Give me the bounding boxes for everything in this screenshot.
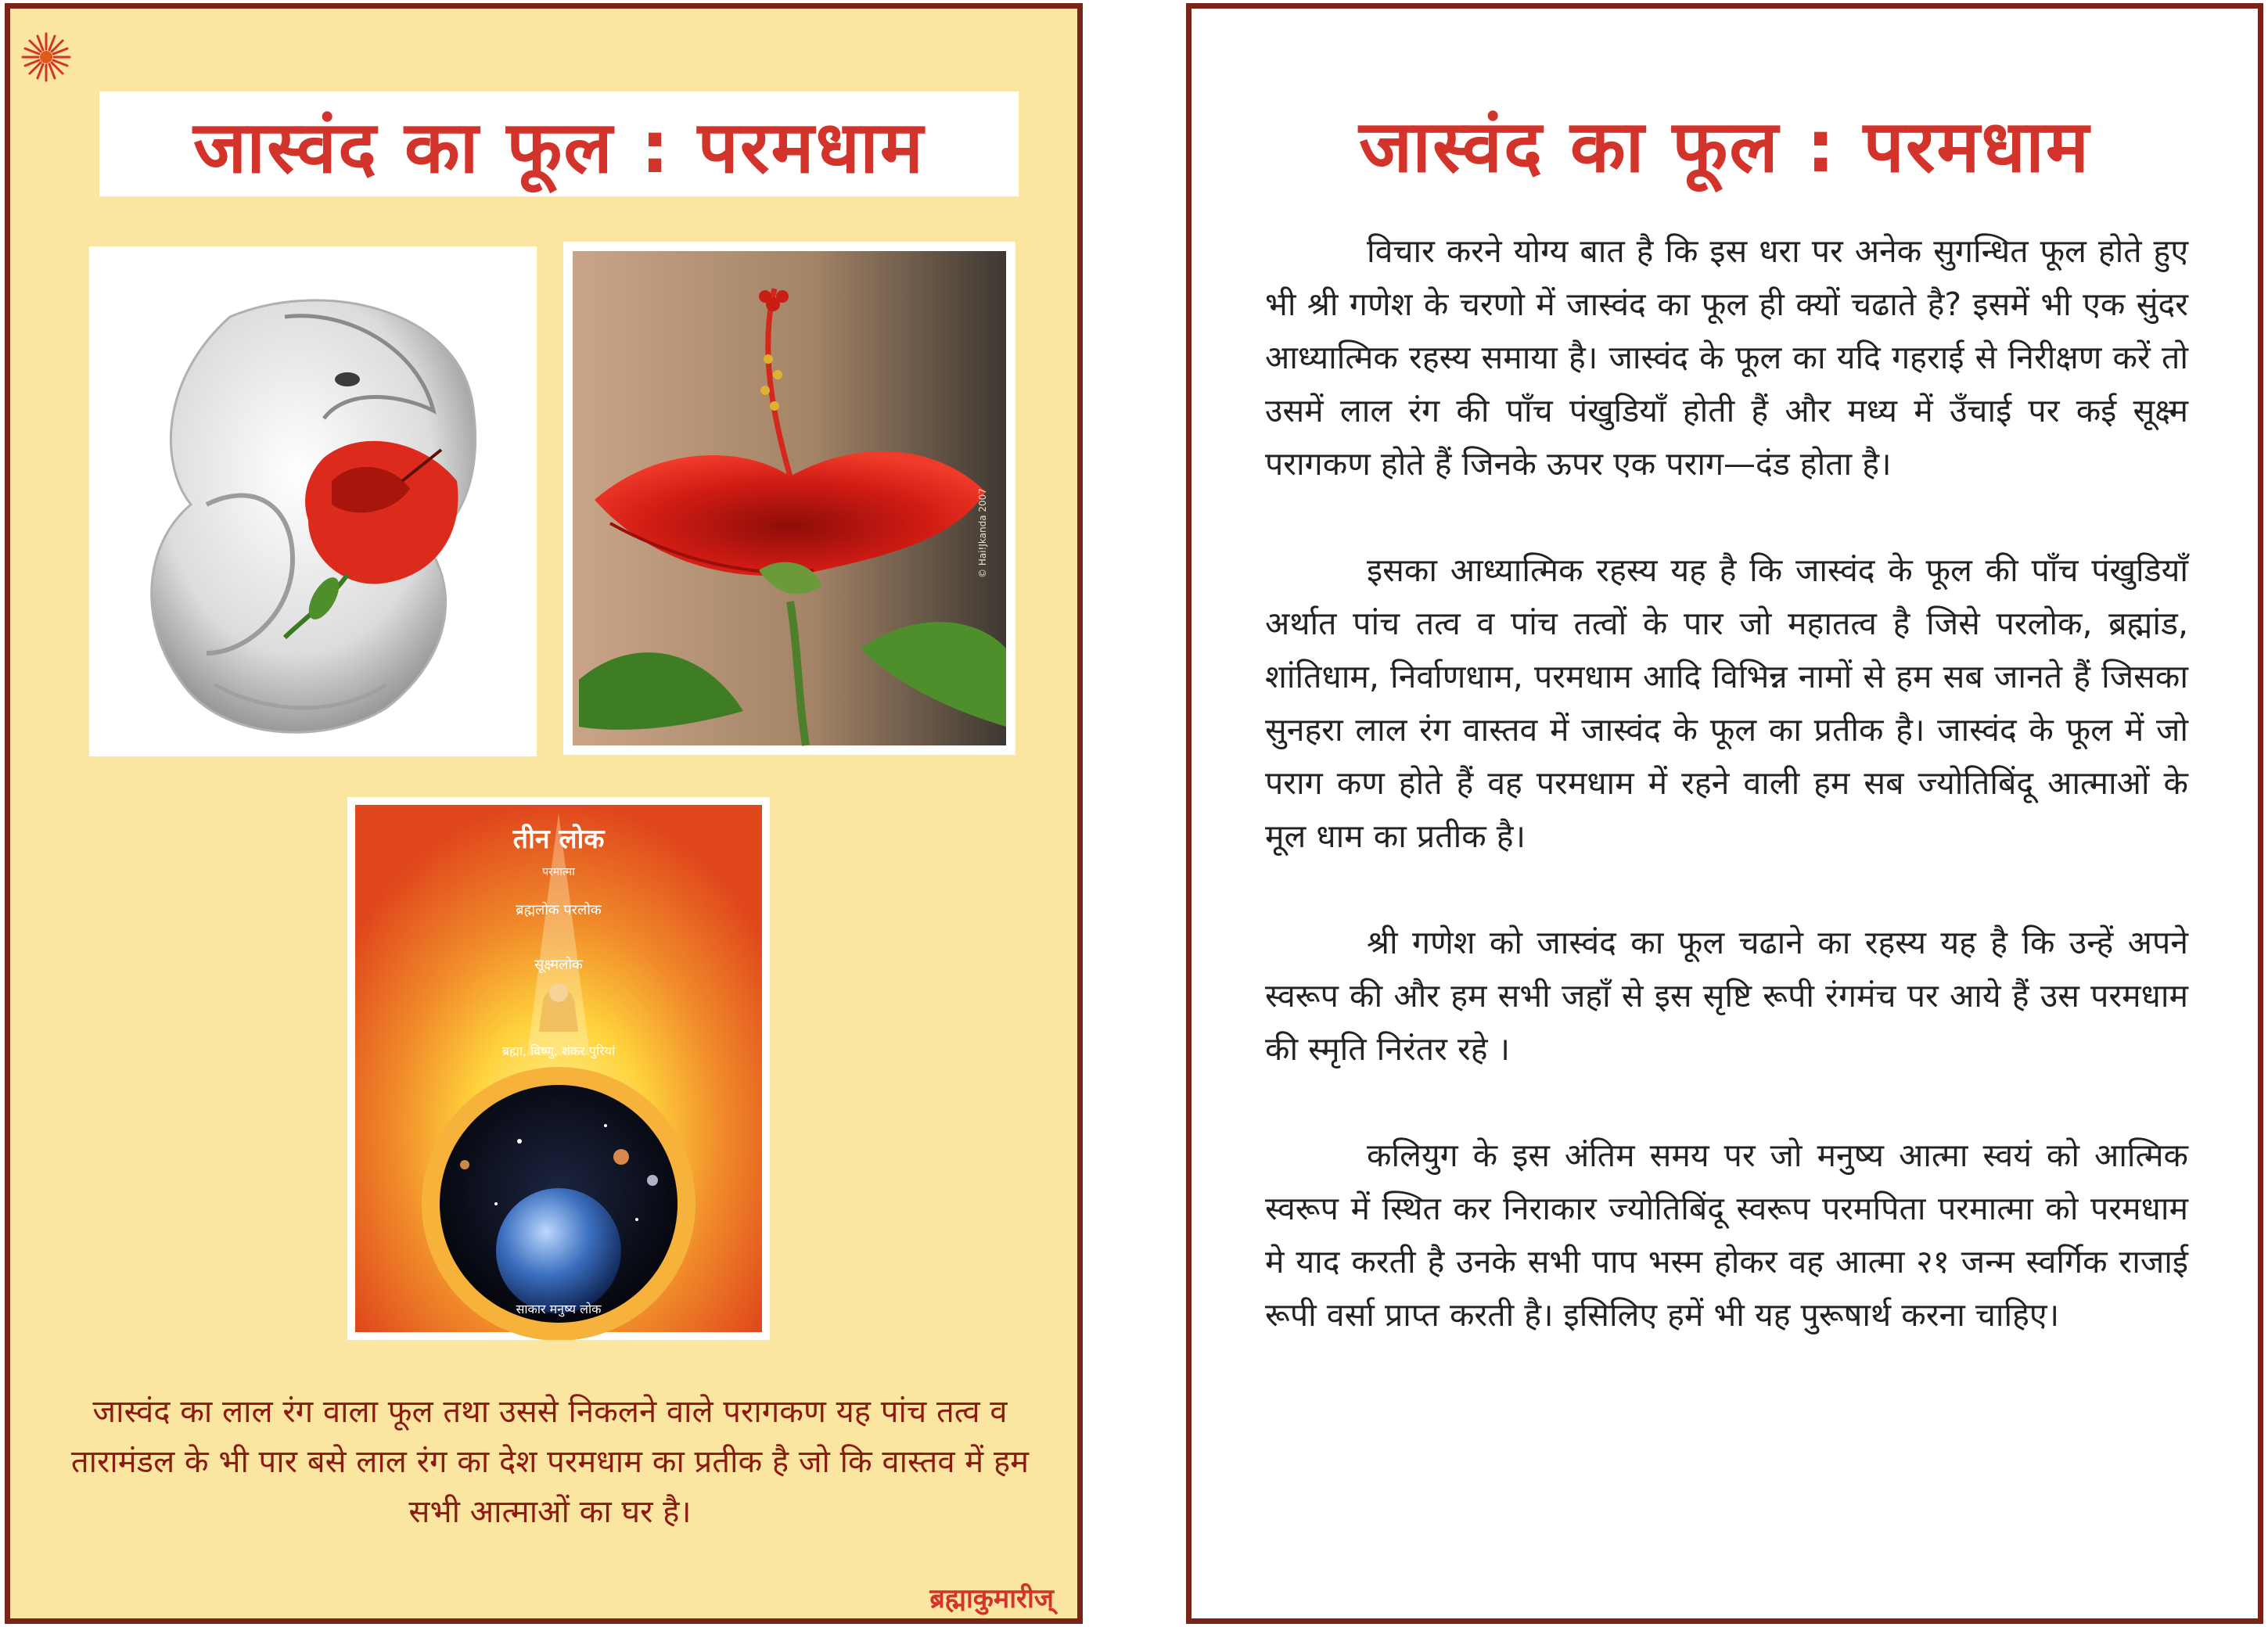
sun-rays-logo-icon bbox=[20, 31, 73, 84]
poster-label-sakar: साकार मनुष्य लोक bbox=[516, 1302, 602, 1316]
left-caption: जास्वंद का लाल रंग वाला फूल तथा उससे निकलने वाले परागकण यह पांच तत्व व तारामंडल के भी पार बसे लाल रंग का देश परमधाम का प्रतीक है जो कि वास्तव में हम सभी आत्माओं का घर है। bbox=[70, 1394, 1030, 1530]
left-title-box bbox=[99, 92, 1019, 196]
right-title: जास्वंद का फूल : परमधाम bbox=[1359, 105, 2090, 189]
paragraph: कलियुग के इस अंतिम समय पर जो मनुष्य आत्मा स्वयं को आत्मिक स्वरूप में स्थित कर निराकार ज्योतिबिंदू स्वरूप परमपिता परमात्मा को परमधाम मे याद करती है उनके सभी पाप भस्म होकर वह आत्मा २१ जन्म स्वर्गिक राजाई रूपी वर्सा प्राप्त करती है। इसिलिए हमें भी यह पुरूषार्थ करना चाहिए। bbox=[1265, 1137, 2188, 1334]
paragraph: श्री गणेश को जास्वंद का फूल चढाने का रहस्य यह है कि उन्हें अपने स्वरूप की और हम सभी जहाँ से इस सृष्टि रूपी रंगमंच पर आये हैं उस परमधाम की स्मृति निरंतर रहे । bbox=[1265, 924, 2188, 1068]
poster-heading: तीन लोक bbox=[512, 824, 605, 855]
left-title: जास्वंद का फूल : परमधाम bbox=[193, 105, 925, 189]
signature: ब्रह्माकुमारीज् bbox=[929, 1583, 1054, 1614]
right-title-wrap bbox=[1192, 95, 2258, 192]
poster-label-paramatma: परमात्मा bbox=[542, 866, 575, 878]
left-panel bbox=[5, 3, 1083, 1624]
teen-lok-poster bbox=[347, 797, 770, 1340]
right-panel bbox=[1186, 3, 2263, 1624]
photo-credit: © Hai!Jkanda 2007 bbox=[977, 488, 988, 578]
body-text bbox=[1265, 224, 2188, 1395]
hibiscus-photo bbox=[563, 242, 1015, 755]
ganesh-image bbox=[89, 246, 537, 756]
paragraph: इसका आध्यात्मिक रहस्य यह है कि जास्वंद के फूल की पाँच पंखुडियाँ अर्थात पांच तत्व व पांच तत्वों के पार जो महातत्व है जिसे परलोक, ब्रह्मांड, शांतिधाम, निर्वाणधाम, परमधाम आदि विभिन्न नामों से हम सब जानते हैं जिसका सुनहरा लाल रंग वास्तव में जास्वंद के फूल का प्रतीक है। जास्वंद के फूल में जो पराग कण होते हैं वह परमधाम में रहने वाली हम सब ज्योतिबिंदू आत्माओं के मूल धाम का प्रतीक है। bbox=[1265, 551, 2188, 855]
poster-label-brahmlok: ब्रह्मलोक परलोक bbox=[516, 902, 602, 918]
poster-label-puriyan: ब्रह्मा, विष्णु, शंकर पुरियां bbox=[501, 1043, 616, 1058]
paragraph: विचार करने योग्य बात है कि इस धरा पर अनेक सुगन्धित फूल होते हुए भी श्री गणेश के चरणो में जास्वंद का फूल ही क्यों चढाते है? इसमें भी एक सुंदर आध्यात्मिक रहस्य समाया है। जास्वंद के फूल का यदि गहराई से निरीक्षण करें तो उसमें लाल रंग की पाँच पंखुडियाँ होती हैं और मध्य में उँचाई पर कई सूक्ष्म परागकण होते हैं जिनके ऊपर एक पराग—दंड होता है। bbox=[1265, 232, 2188, 483]
poster-label-sookshmalok: सूक्ष्मलोक bbox=[534, 957, 583, 973]
